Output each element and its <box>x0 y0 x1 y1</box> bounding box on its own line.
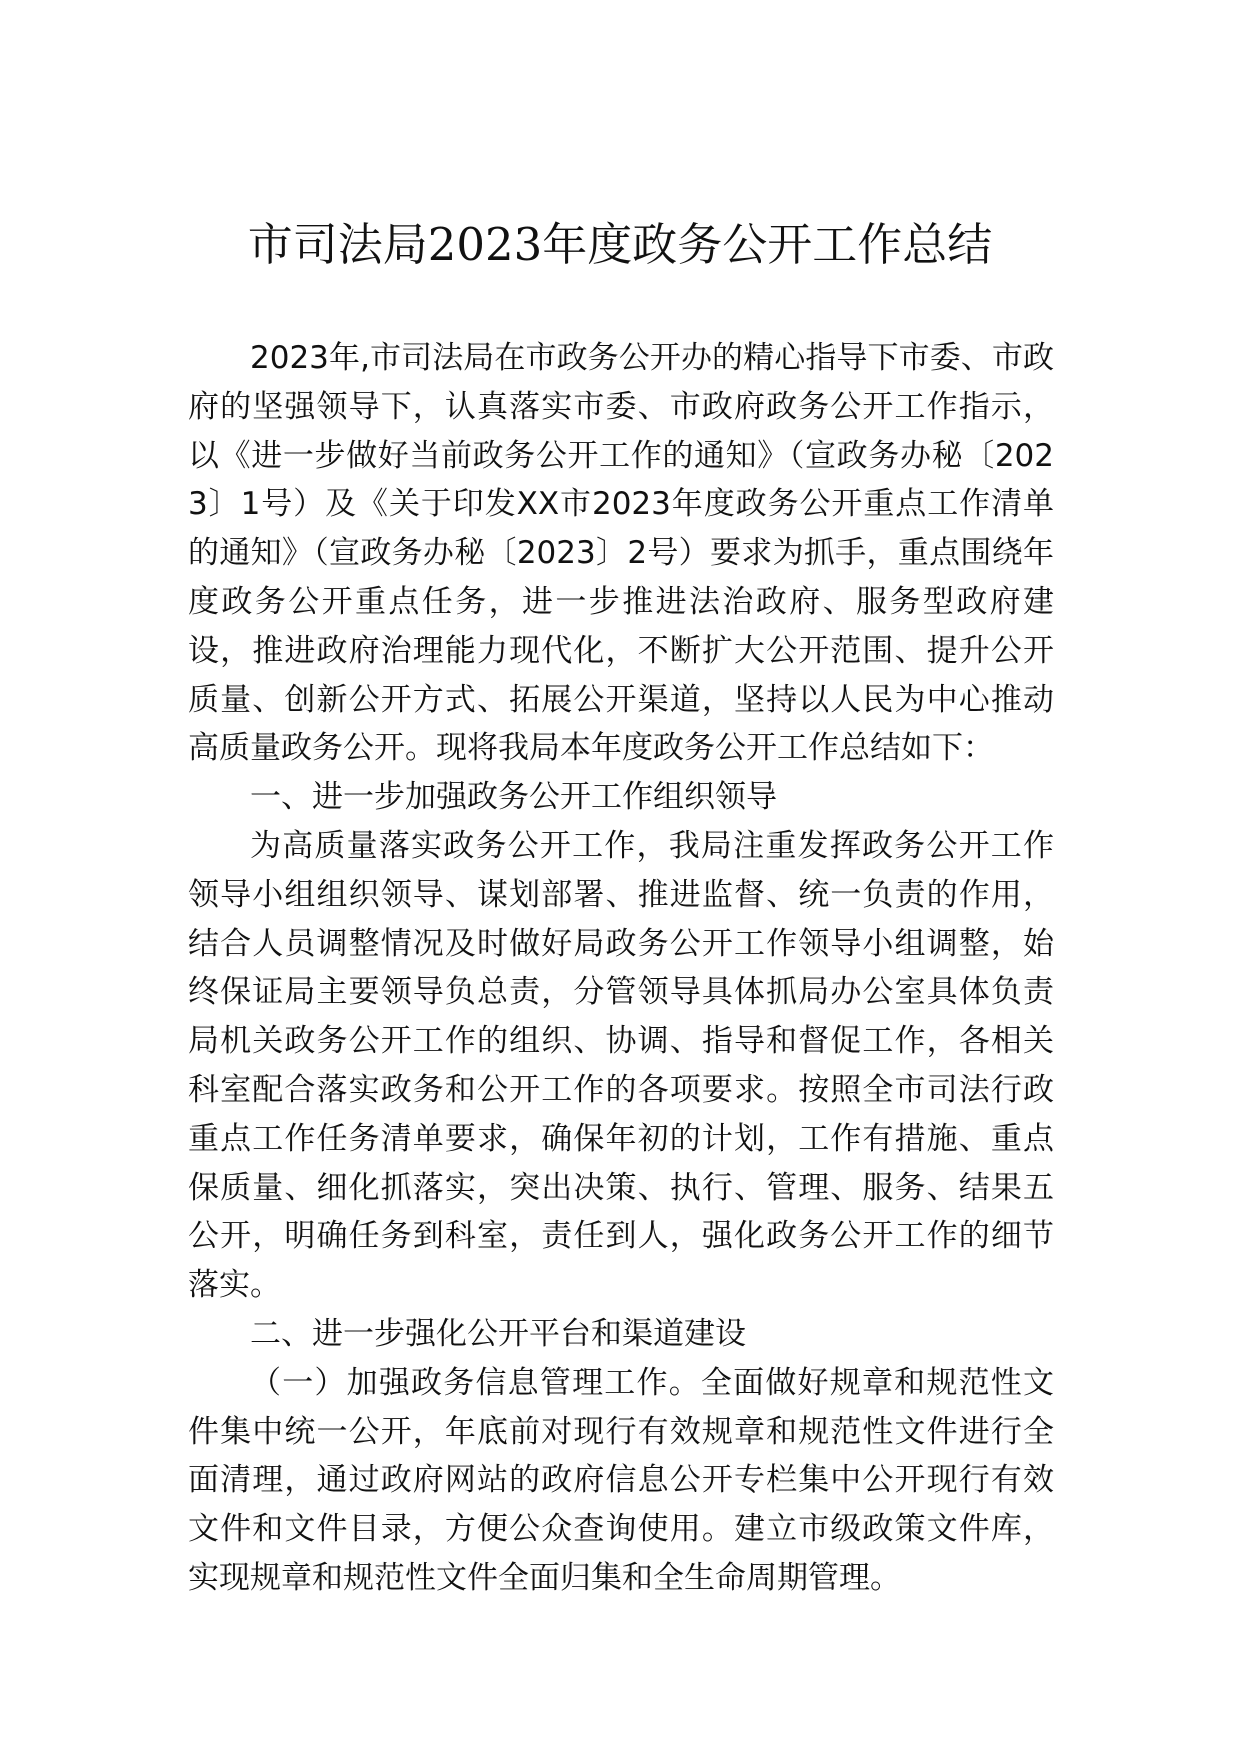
section-1-paragraph: 为高质量落实政务公开工作，我局注重发挥政务公开工作领导小组组织领导、谋划部署、推进监督、统一负责的作用，结合人员调整情况及时做好局政务公开工作领导小组调整，始终保证局主要领导负总责，分管领导具体抓局办公室具体负责局机关政务公开工作的组织、协调、指导和督促工作，各相关科室配合落实政务和公开工作的各项要求。按照全市司法行政重点工作任务清单要求，确保年初的计划，工作有措施、重点保质量、细化抓落实，突出决策、执行、管理、服务、结果五公开，明确任务到科室，责任到人，强化政务公开工作的细节落实。 <box>188 827 1054 1304</box>
document-body <box>188 334 1054 1603</box>
intro-paragraph: 2023年,市司法局在市政务公开办的精心指导下市委、市政府的坚强领导下，认真落实市委、市政府政务公开工作指示，以《进一步做好当前政务公开工作的通知》（宣政务办秘〔2023〕1号）及《关于印发XX市2023年度政务公开重点工作清单的通知》（宣政务办秘〔2023〕2号）要求为抓手，重点围绕年度政务公开重点任务，进一步推进法治政府、服务型政府建设，推进政府治理能力现代化，不断扩大公开范围、提升公开质量、创新公开方式、拓展公开渠道，坚持以人民为中心推动高质量政务公开。现将我局本年度政务公开工作总结如下： <box>188 340 1054 767</box>
document-title: 市司法局2023年度政务公开工作总结 <box>247 218 993 271</box>
section-2-paragraph: （一）加强政务信息管理工作。全面做好规章和规范性文件集中统一公开，年底前对现行有效规章和规范性文件进行全面清理，通过政府网站的政府信息公开专栏集中公开现行有效文件和文件目录，方便公众查询使用。建立市级政策文件库，实现规章和规范性文件全面归集和全生命周期管理。 <box>188 1364 1054 1596</box>
section-heading-1: 一、进一步加强政务公开工作组织领导 <box>250 779 777 816</box>
section-heading-2: 二、进一步强化公开平台和渠道建设 <box>250 1315 746 1352</box>
